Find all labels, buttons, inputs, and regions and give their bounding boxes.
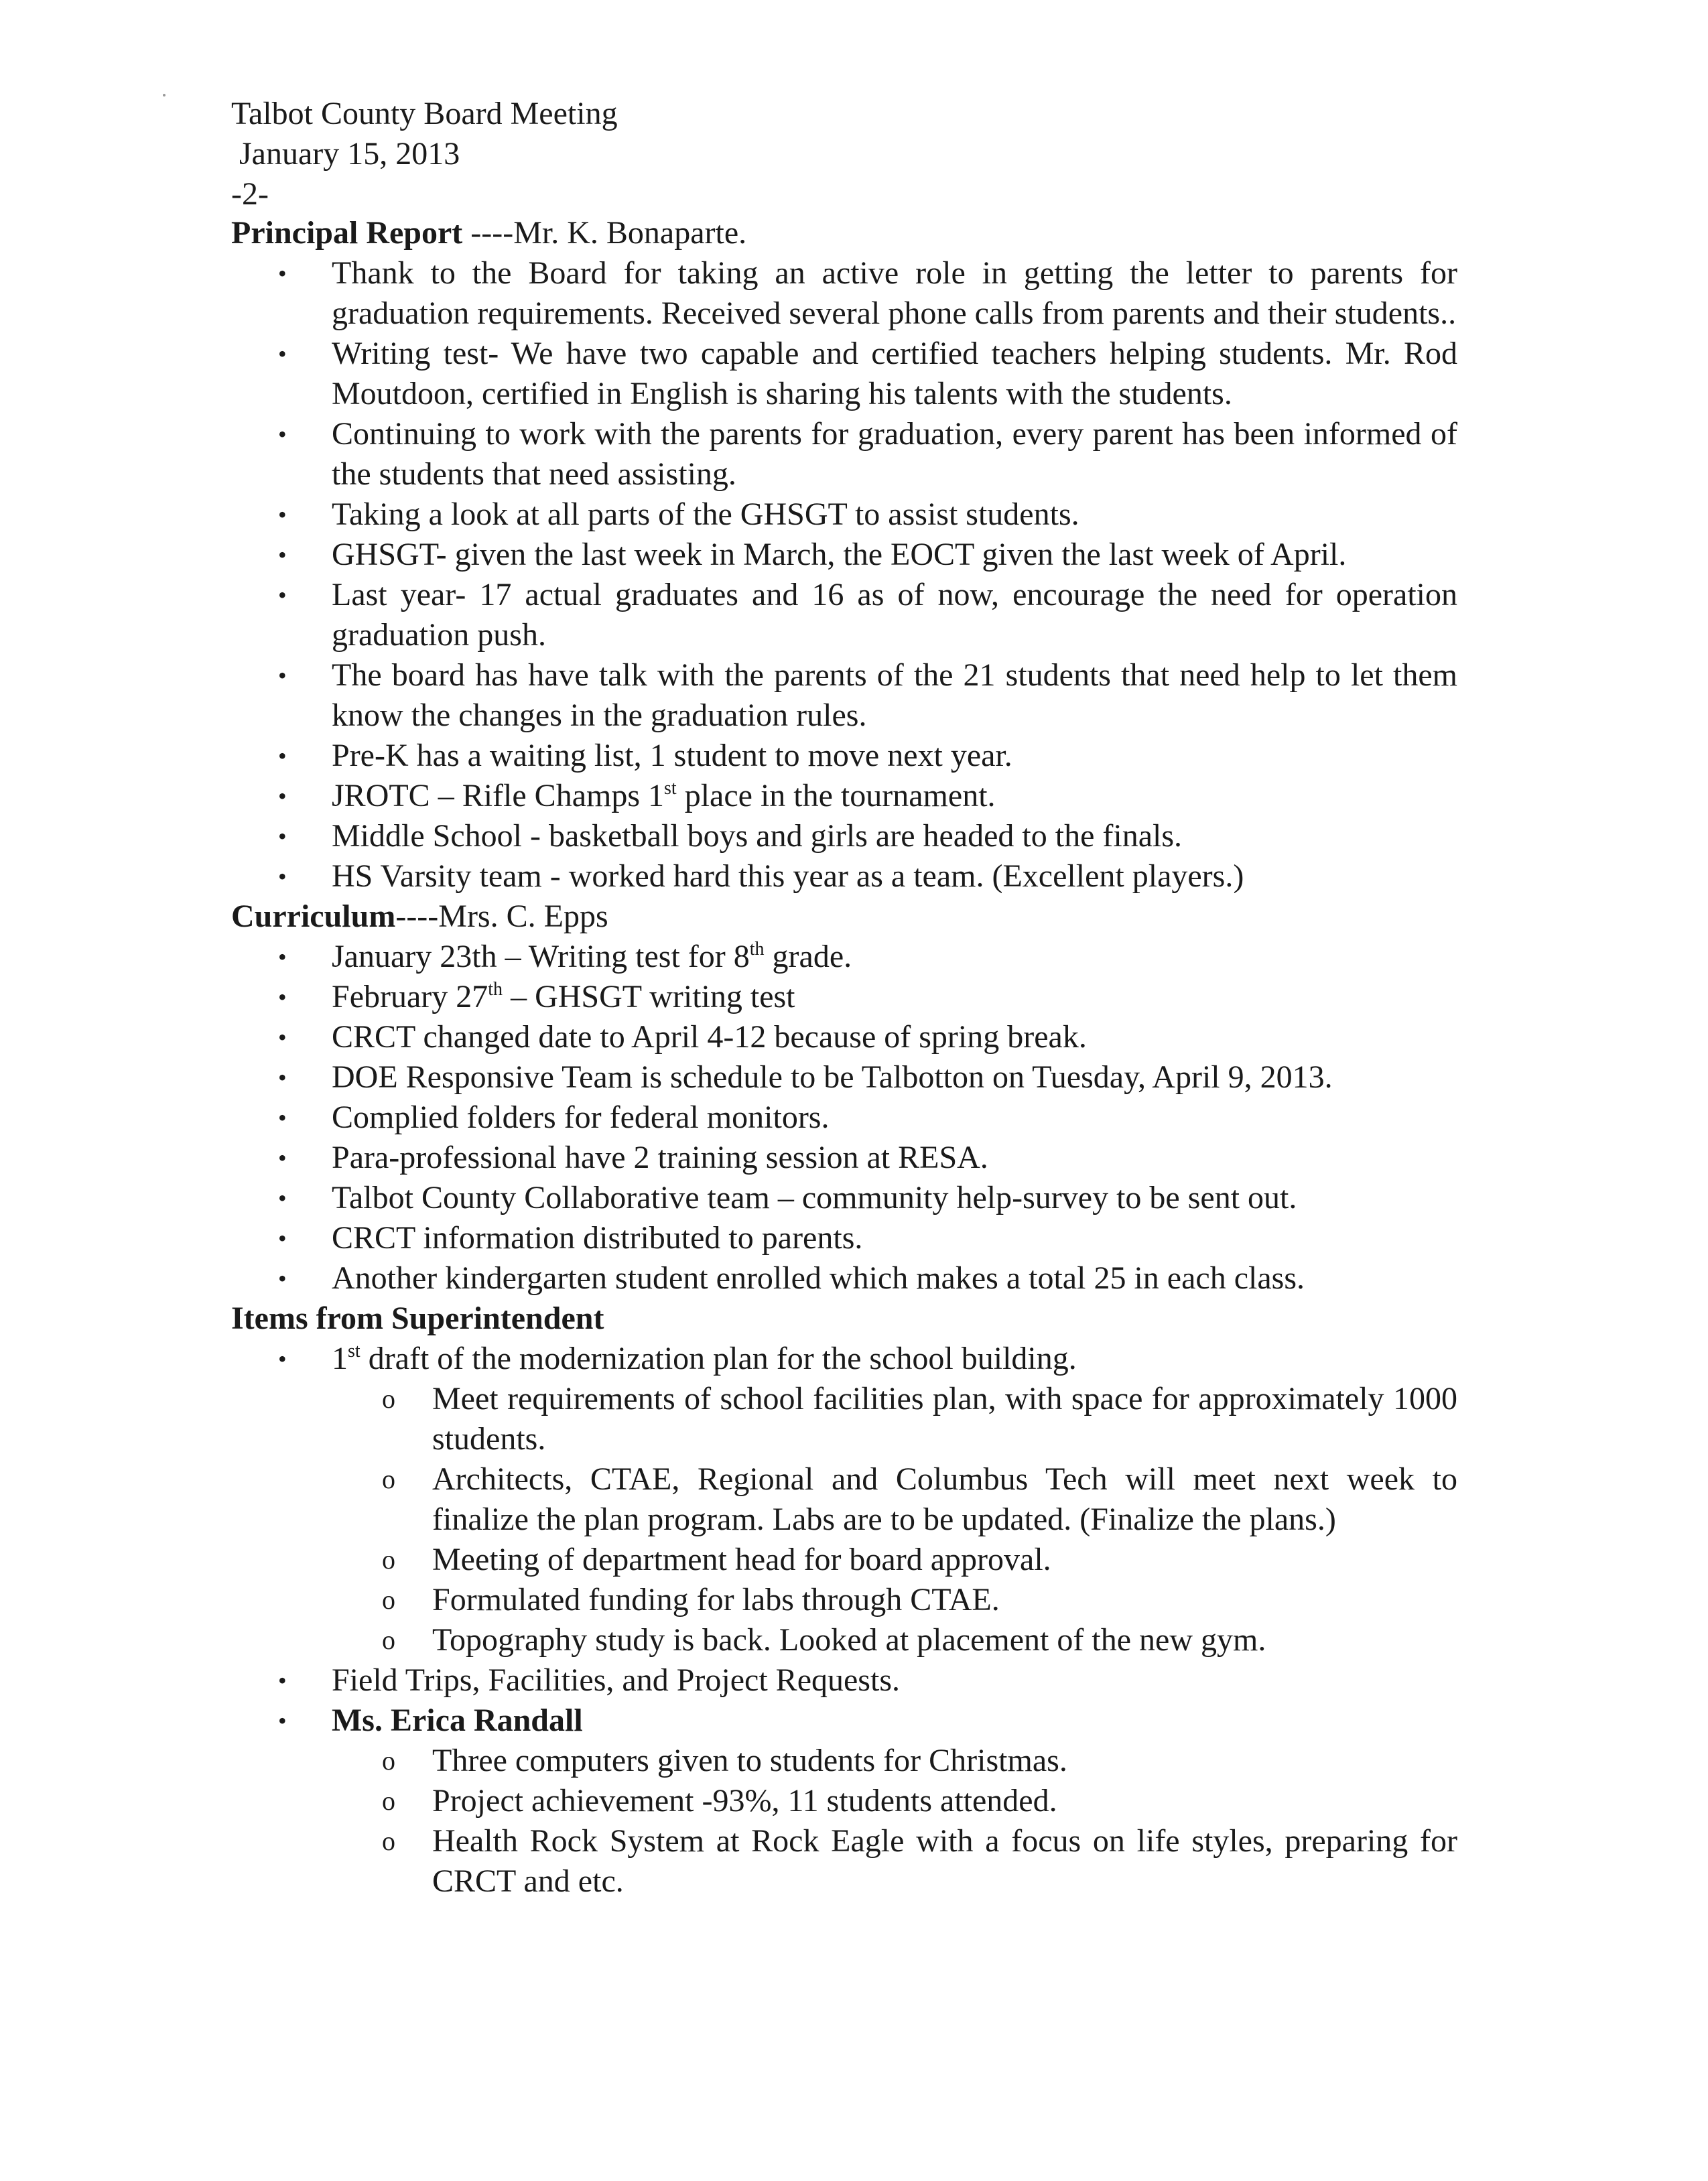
item-text: JROTC – Rifle Champs 1 — [332, 778, 665, 813]
bullet-icon: • — [278, 260, 287, 287]
sub-list-item — [332, 1459, 1457, 1540]
principal-report-list — [231, 253, 1457, 897]
item-text: Formulated funding for labs through CTAE. — [432, 1582, 1000, 1617]
item-text: Middle School - basketball boys and girls are headed to the finals. — [332, 818, 1183, 854]
presenter-name: ----Mr. K. Bonaparte. — [470, 215, 747, 251]
superintendent-heading — [231, 1299, 1457, 1339]
item-text: – GHSGT writing test — [503, 979, 795, 1014]
bullet-icon: • — [278, 421, 287, 448]
item-text: Continuing to work with the parents for graduation, every parent has been informed of the students that need assisting. — [332, 416, 1457, 492]
bullet-icon: • — [278, 582, 287, 608]
sub-list-item — [332, 1821, 1457, 1902]
item-text: February 27 — [332, 979, 488, 1014]
item-text: Field Trips, Facilities, and Project Requests. — [332, 1662, 900, 1698]
item-text: Thank to the Board for taking an active role in getting the letter to parents for graduation requirements. Received several phone calls from parents and their students.. — [332, 255, 1457, 331]
sub-list-item — [332, 1741, 1457, 1781]
item-text: CRCT changed date to April 4-12 because of spring break. — [332, 1019, 1087, 1055]
item-text: Complied folders for federal monitors. — [332, 1100, 830, 1135]
item-text: place in the tournament. — [676, 778, 996, 813]
ordinal-suffix: st — [348, 1341, 360, 1362]
bullet-icon: • — [278, 1185, 287, 1211]
item-text: DOE Responsive Team is schedule to be Talbotton on Tuesday, April 9, 2013. — [332, 1059, 1333, 1095]
sub-list-item — [332, 1540, 1457, 1580]
list-item — [231, 655, 1457, 736]
list-item — [231, 977, 1457, 1017]
bullet-icon: • — [278, 742, 287, 769]
bullet-icon: • — [278, 1265, 287, 1292]
list-item — [231, 937, 1457, 977]
bullet-icon: • — [278, 1024, 287, 1051]
randall-sublist — [332, 1741, 1457, 1902]
item-text: Architects, CTAE, Regional and Columbus Tech will meet next week to finalize the plan program. Labs are to be updated. (Finalize the plans.) — [432, 1461, 1457, 1537]
item-text: Writing test- We have two capable and certified teachers helping students. Mr. Rod Moutdoon, certified in English is sharing his talents with the students. — [332, 336, 1457, 411]
sub-list-item — [332, 1379, 1457, 1459]
list-item — [231, 334, 1457, 414]
list-item — [231, 414, 1457, 494]
list-item — [231, 1138, 1457, 1178]
list-item — [231, 1178, 1457, 1218]
circle-bullet-icon: o — [382, 1786, 395, 1816]
item-text: Talbot County Collaborative team – community help-survey to be sent out. — [332, 1180, 1297, 1215]
sub-list-item — [332, 1781, 1457, 1821]
bullet-icon: • — [278, 823, 287, 850]
list-item — [231, 1098, 1457, 1138]
item-text: Last year- 17 actual graduates and 16 as of now, encourage the need for operation graduation push. — [332, 577, 1457, 653]
page-number: -2- — [231, 176, 269, 212]
circle-bullet-icon: o — [382, 1745, 395, 1776]
bullet-icon: • — [278, 984, 287, 1010]
presenter-name: ----Mrs. C. Epps — [395, 899, 608, 934]
bullet-icon: • — [278, 1707, 287, 1734]
ordinal-suffix: th — [488, 979, 503, 1000]
item-text: 1 — [332, 1341, 348, 1376]
list-item — [231, 1701, 1457, 1741]
list-item — [231, 816, 1457, 856]
item-text: Meet requirements of school facilities plan, with space for approximately 1000 students. — [432, 1381, 1457, 1457]
item-text: Topography study is back. Looked at placement of the new gym. — [432, 1622, 1266, 1658]
item-text: GHSGT- given the last week in March, the EOCT given the last week of April. — [332, 537, 1347, 572]
list-item — [231, 253, 1457, 334]
meeting-title: Talbot County Board Meeting — [231, 96, 618, 131]
item-text: Health Rock System at Rock Eagle with a focus on life styles, preparing for CRCT and etc. — [432, 1823, 1457, 1899]
scan-speck — [163, 94, 166, 96]
list-item — [231, 1017, 1457, 1057]
curriculum-heading — [231, 897, 1457, 937]
list-item — [231, 1057, 1457, 1098]
sub-list-item — [332, 1580, 1457, 1620]
circle-bullet-icon: o — [382, 1585, 395, 1615]
bullet-icon: • — [278, 1064, 287, 1091]
ordinal-suffix: st — [664, 778, 677, 799]
bullet-icon: • — [278, 501, 287, 528]
minutes-body — [231, 213, 1457, 1902]
speaker-name: Ms. Erica Randall — [332, 1703, 583, 1738]
bullet-icon: • — [278, 1667, 287, 1694]
circle-bullet-icon: o — [382, 1625, 395, 1655]
curriculum-list — [231, 937, 1457, 1299]
item-text: CRCT information distributed to parents. — [332, 1220, 863, 1256]
item-text: draft of the modernization plan for the school building. — [360, 1341, 1077, 1376]
list-item — [231, 494, 1457, 535]
item-text: Another kindergarten student enrolled which makes a total 25 in each class. — [332, 1260, 1305, 1296]
bullet-icon: • — [278, 662, 287, 689]
section-title: Items from Superintendent — [231, 1301, 604, 1336]
list-item — [231, 856, 1457, 897]
superintendent-list-continued — [231, 1660, 1457, 1741]
item-text: HS Varsity team - worked hard this year as a team. (Excellent players.) — [332, 858, 1244, 894]
item-text: grade. — [764, 939, 852, 974]
item-text: The board has have talk with the parents of the 21 students that need help to let them know the changes in the graduation rules. — [332, 657, 1457, 733]
bullet-icon: • — [278, 541, 287, 568]
item-text: Meeting of department head for board approval. — [432, 1542, 1051, 1577]
item-text: Para-professional have 2 training session at RESA. — [332, 1140, 988, 1175]
document-header — [231, 94, 618, 214]
list-item — [231, 1660, 1457, 1701]
item-text: Project achievement -93%, 11 students attended. — [432, 1783, 1057, 1819]
item-text: Pre-K has a waiting list, 1 student to move next year. — [332, 738, 1012, 773]
circle-bullet-icon: o — [382, 1544, 395, 1575]
item-text: January 23th – Writing test for 8 — [332, 939, 750, 974]
bullet-icon: • — [278, 1144, 287, 1171]
list-item — [231, 1258, 1457, 1299]
list-item — [231, 1339, 1457, 1379]
bullet-icon: • — [278, 863, 287, 890]
circle-bullet-icon: o — [382, 1826, 395, 1856]
meeting-date: January 15, 2013 — [231, 136, 460, 172]
ordinal-suffix: th — [749, 939, 765, 960]
bullet-icon: • — [278, 1225, 287, 1252]
list-item — [231, 535, 1457, 575]
bullet-icon: • — [278, 340, 287, 367]
list-item — [231, 1218, 1457, 1258]
circle-bullet-icon: o — [382, 1384, 395, 1414]
list-item — [231, 776, 1457, 816]
principal-report-heading — [231, 213, 1457, 253]
circle-bullet-icon: o — [382, 1464, 395, 1494]
sub-list-item — [332, 1620, 1457, 1660]
bullet-icon: • — [278, 943, 287, 970]
list-item — [231, 736, 1457, 776]
item-text: Three computers given to students for Christmas. — [432, 1743, 1067, 1778]
section-title: Principal Report — [231, 215, 471, 251]
bullet-icon: • — [278, 783, 287, 809]
bullet-icon: • — [278, 1104, 287, 1131]
item-text: Taking a look at all parts of the GHSGT to assist students. — [332, 497, 1079, 532]
list-item — [231, 575, 1457, 655]
section-title: Curriculum — [231, 899, 396, 934]
modernization-sublist — [332, 1379, 1457, 1660]
superintendent-list — [231, 1339, 1457, 1379]
bullet-icon: • — [278, 1345, 287, 1372]
